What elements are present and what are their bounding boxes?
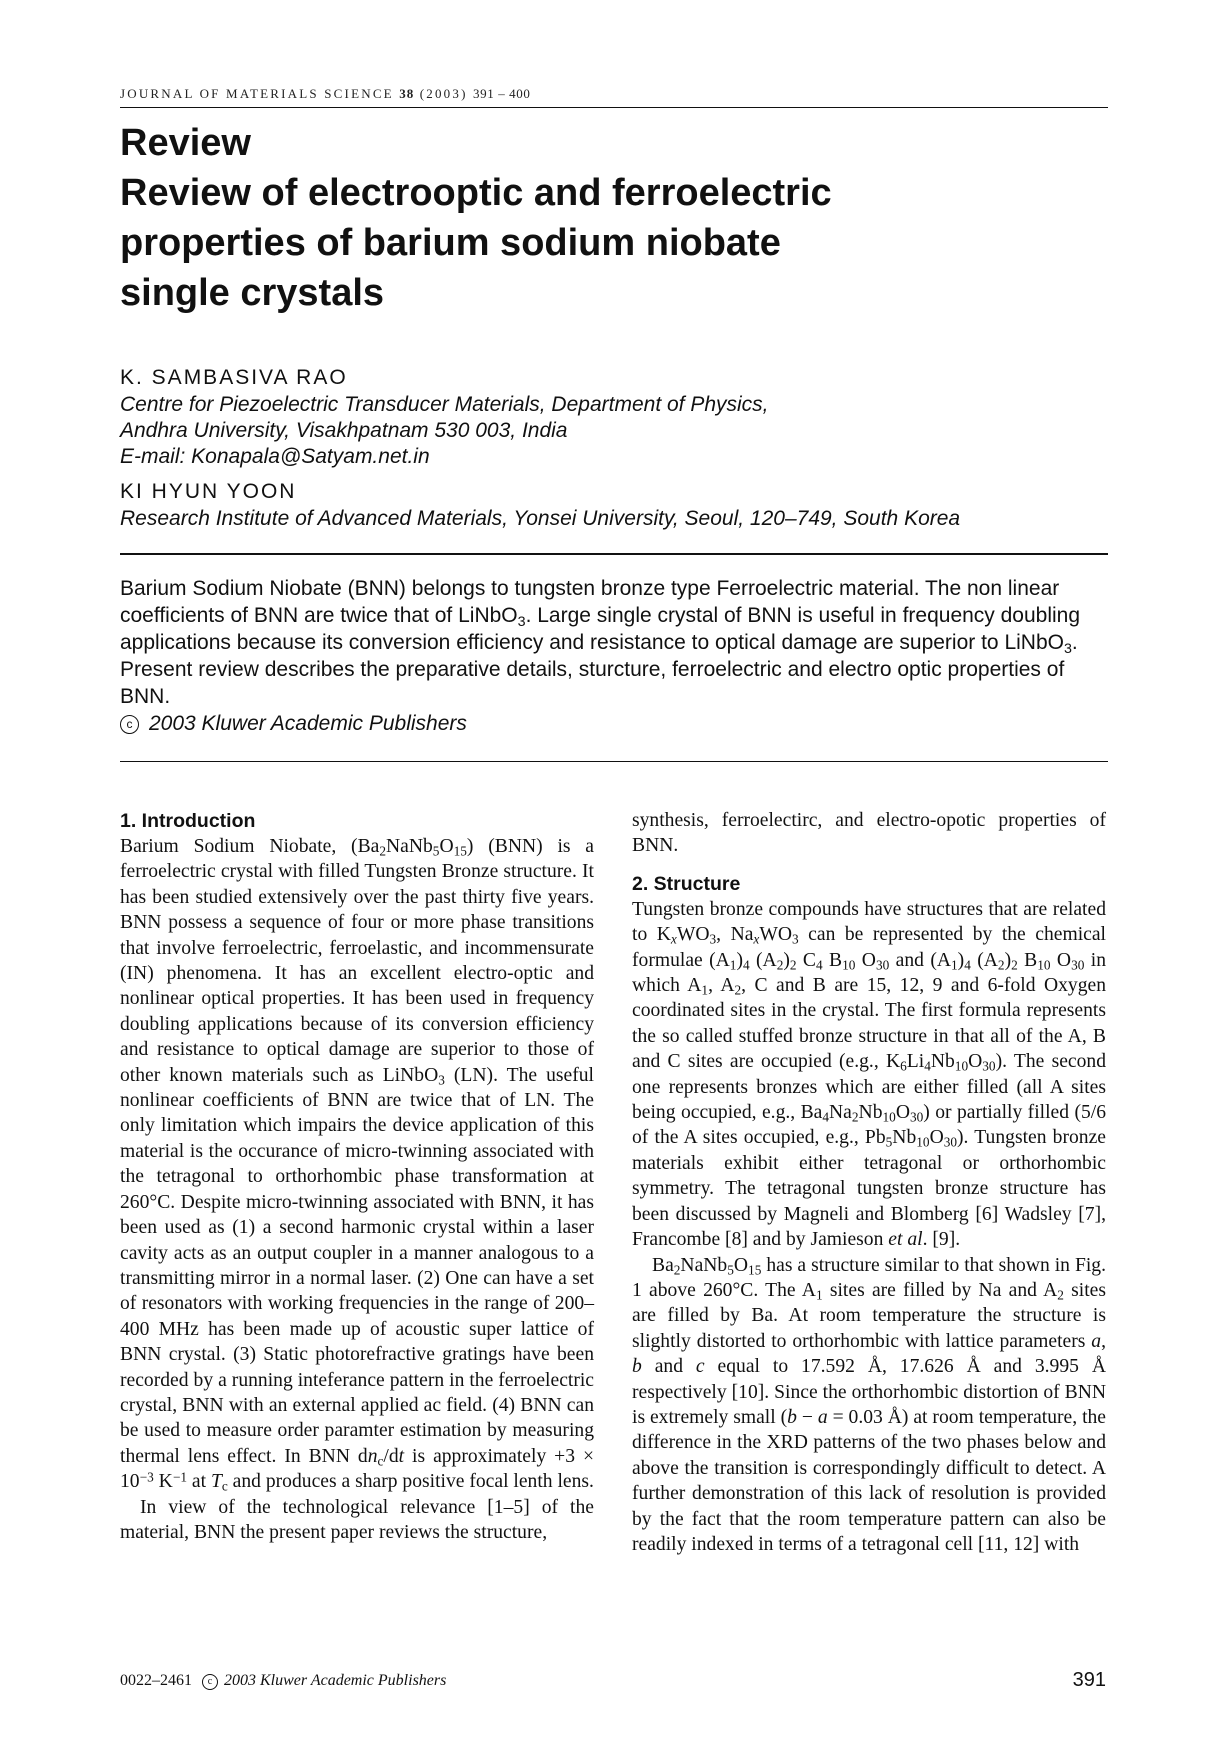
journal-name: JOURNAL OF MATERIALS SCIENCE xyxy=(120,86,394,101)
structure-paragraph: Tungsten bronze compounds have structures that are related to $K_xWO_3$, $Na_xWO_3$ can be represented by the chemical formulae $(A_1)_4$ $(A_2)_2$ $C_4$ $B_{10}$ $O_{30}$ and $(A_1)_4$ $(A_2)_2$ $B_{10}$ $O_{30}$ in which $A_1$, $A_2$, C and B are 15, 12, 9 and 6-fold Oxygen coordinated sites in the crystal. The first formula represents the so called stuffed bronze structure in that all of the A, B and C sites are occupied (e.g., $K_6Li_4Nb_{10}O_{30}$). The second one represents bronzes which are either filled (all A sites being occupied, e.g., $Ba_4Na_2Nb_{10}O_{30}$) or partially filled (5/6 of the A sites occupied, e.g., $Pb_5Nb_{10}O_{30}$). Tungsten bronze materials exhibit either tetragonal or orthorhombic symmetry. The tetragonal tungsten bronze structure has been discussed by Magneli and Blomberg [6] Wadsley [7], Francombe [8] and by Jamieson et al. [9]. xyxy=(632,898,1107,1251)
affiliation-line: Centre for Piezoelectric Transducer Materials, Department of Physics, xyxy=(120,393,769,416)
abstract-top-rule xyxy=(120,553,1108,555)
copyright-symbol: c xyxy=(202,1674,218,1690)
author-email: E-mail: Konapala@Satyam.net.in xyxy=(120,445,430,468)
title-block xyxy=(120,118,1120,318)
journal-volume: 38 xyxy=(399,86,415,101)
article-type-label: Review xyxy=(120,122,251,164)
section-heading-introduction: 1. Introduction xyxy=(120,810,256,832)
affiliation-line: Andhra University, Visakhpatnam 530 003, India xyxy=(120,419,568,442)
author-name: K. SAMBASIVA RAO xyxy=(120,366,348,389)
journal-running-header xyxy=(120,86,1108,108)
abstract-bottom-rule xyxy=(120,761,1108,762)
title-line: properties of barium sodium niobate xyxy=(120,222,781,264)
title-line: Review of electrooptic and ferroelectric xyxy=(120,172,832,214)
intro-paragraph: Barium Sodium Niobate, $(Ba_2NaNb_5O_{15})$ (BNN) is a ferroelectric crystal with filled Tungsten Bronze structure. It has been studied extensively over the past thirty five years. BNN possess a sequence of four or more phase transitions that involve ferroelectric, ferroelastic, and incommensurate (IN) phenomena. It has an excellent electro-optic and nonlinear optical properties. It has been used in frequency doubling applications because of its conversion efficiency and resistance to optical damage are superior to those of other known materials such as LiNbO$_3$ (LN). The useful nonlinear coefficients of BNN are twice that of LN. The only limitation which impairs the device application of this material is the occurance of micro-twinning associated with the tetragonal to orthorhombic phase transformation at 260°C. Despite micro-twinning associated with BNN, it has been used as (1) a second harmonic crystal within a laser cavity acts as an output coupler in a manner analogous to a transmitting mirror in a normal laser. (2) One can have a set of resonators with working frequencies in the range of 200–400 MHz has been made up of acoustic super lattice of BNN crystal. (3) Static photorefractive gratings have been recorded by a running inteferance pattern in the ferroelectric crystal, BNN with an external applied ac field. (4) BNN can be used to measure order paramter estimation by measuring thermal lens effect. In BNN $dn_c/dt$ is approximately $+3 \times 10^{-3}$ $K^{-1}$ at $T_c$ and produces a sharp positive focal lenth lens. xyxy=(120,836,595,1494)
abstract xyxy=(120,575,1110,737)
author-block xyxy=(120,364,1120,470)
intro-paragraph: In view of the technological relevance [1–5] of the material, BNN the present paper reviews the structure, xyxy=(120,1496,594,1543)
footer-publisher: 2003 Kluwer Academic Publishers xyxy=(224,1672,447,1689)
right-column xyxy=(632,808,1106,1557)
affiliation-line: Research Institute of Advanced Materials, Yonsei University, Seoul, 120–749, South Korea xyxy=(120,507,961,530)
abstract-text: Barium Sodium Niobate (BNN) belongs to tungsten bronze type Ferroelectric material. The non linear coefficients of BNN are twice that of LiNbO$_3$. Large single crystal of BNN is useful in frequency doubling applications because its conversion efficiency and resistance to optical damage are superior to LiNbO$_3$. Present review describes the preparative details, sturcture, ferroelectric and electro optic properties of BNN. xyxy=(120,577,1081,708)
copyright-symbol: c xyxy=(120,715,139,734)
journal-pages: 391 – 400 xyxy=(473,86,531,101)
title-line: single crystals xyxy=(120,272,385,314)
journal-year: (2003) xyxy=(419,86,468,101)
abstract-copyright: c 2003 Kluwer Academic Publishers xyxy=(120,710,1110,737)
issn: 0022–2461 xyxy=(120,1672,192,1689)
structure-paragraph: $Ba_2NaNb_5O_{15}$ has a structure similar to that shown in Fig. 1 above 260°C. The $A_1$ sites are filled by Na and $A_2$ sites are filled by Ba. At room temperature the structure is slightly distorted to orthorhombic with lattice parameters a, b and c equal to 17.592 Å, 17.626 Å and 3.995 Å respectively [10]. Since the orthorhombic distortion of BNN is extremely small (b − a = 0.03 Å) at room temperature, the difference in the XRD patterns of the two phases below and above the transition is correspondingly difficult to detect. A further demonstration of this lack of resolution is provided by the fact that the room temperature pattern can also be readily indexed in terms of a tetragonal cell [11, 12] with xyxy=(632,1254,1107,1555)
paper-title xyxy=(120,168,1120,318)
page-footer xyxy=(120,1672,446,1690)
page-number: 391 xyxy=(1072,1669,1106,1691)
author-block xyxy=(120,478,1120,532)
section-heading-structure: 2. Structure xyxy=(632,872,741,895)
author-list xyxy=(120,364,1120,532)
intro-continuation: synthesis, ferroelectirc, and electro-opotic properties of BNN. xyxy=(632,810,1106,857)
author-name: KI HYUN YOON xyxy=(120,480,297,503)
left-column xyxy=(120,808,594,1545)
